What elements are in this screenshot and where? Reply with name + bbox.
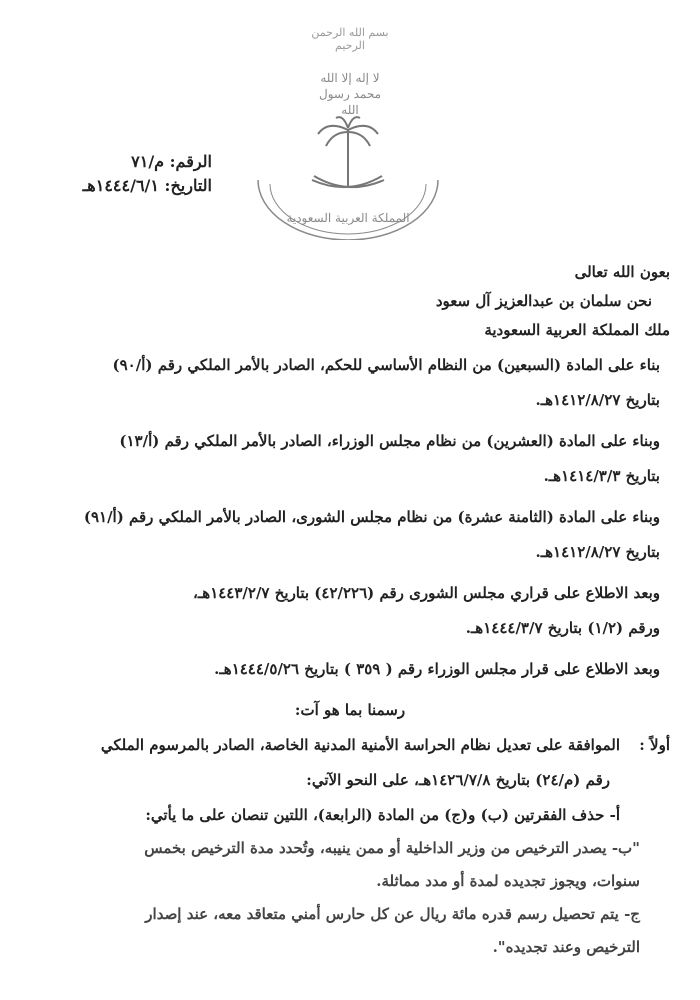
article-label: أولاً :	[639, 736, 670, 754]
opening-line: بعون الله تعالى	[574, 263, 670, 281]
reference-date: التاريخ: ١٤٤٤/٦/١هـ	[82, 176, 212, 195]
basmala: بسم الله الرحمن الرحيم	[311, 26, 389, 52]
quoted-paragraph-b: "ب- يصدر الترخيص من وزير الداخلية أو ممن ينيبه، وتُحدد مدة الترخيص بخمس	[144, 839, 640, 857]
quoted-paragraph-c-cont: الترخيص وعند تجديده".	[492, 938, 640, 956]
amendment-a: أ- حذف الفقرتين (ب) و(ج) من المادة (الرابعة)، اللتين تنصان على ما يأتي:	[145, 806, 620, 824]
reference-block	[32, 150, 212, 198]
preamble-paragraph: بناء على المادة (السبعين) من النظام الأساسي للحكم، الصادر بالأمر الملكي رقم (أ/٩٠) بتاريخ ١٤١٢/٨/٢٧هـ.	[112, 356, 660, 409]
preamble-paragraph: وبناء على المادة (العشرين) من نظام مجلس الوزراء، الصادر بالأمر الملكي رقم (أ/١٣) بتاريخ ١٤١٤/٣/٣هـ.	[119, 432, 660, 485]
king-name: نحن سلمان بن عبدالعزيز آل سعود	[435, 292, 652, 310]
shahada-calligraphy: لا إله إلا الله محمد رسول الله	[319, 71, 381, 117]
quoted-paragraph-b-cont: سنوات، ويجوز تجديده لمدة أو مدد مماثلة.	[376, 872, 640, 890]
preamble-paragraph: وبناء على المادة (الثامنة عشرة) من نظام مجلس الشورى، الصادر بالأمر الملكي رقم (أ/٩١) بتاريخ ١٤١٢/٨/٢٧هـ.	[83, 508, 660, 561]
preamble-paragraph: وبعد الاطلاع على قرار مجلس الوزراء رقم ( ٣٥٩ ) بتاريخ ١٤٤٤/٥/٢٦هـ.	[214, 660, 660, 678]
quoted-paragraph-c: ج- يتم تحصيل رسم قدره مائة ريال عن كل حارس أمني متعاقد معه، عند إصدار	[145, 905, 640, 923]
emblem-caption: المملكة العربية السعودية	[286, 211, 410, 225]
decree-statement: رسمنا بما هو آت:	[294, 701, 406, 719]
decree-body	[30, 262, 670, 970]
saudi-emblem-icon	[248, 110, 448, 240]
king-title: ملك المملكة العربية السعودية	[484, 321, 670, 339]
preamble-paragraph: وبعد الاطلاع على قراري مجلس الشورى رقم (٤٢/٢٢٦) بتاريخ ١٤٤٣/٢/٧هـ، ورقم (١/٢) بتاريخ ١٤٤٤/٣/٧هـ.	[193, 584, 660, 637]
reference-number: الرقم: م/٧١	[131, 152, 212, 171]
article-first: أولاً :الموافقة على تعديل نظام الحراسة الأمنية المدنية الخاصة، الصادر بالمرسوم الملكي رقم (م/٢٤) بتاريخ ١٤٢٦/٧/٨هـ، على النحو الآتي:	[100, 736, 670, 789]
